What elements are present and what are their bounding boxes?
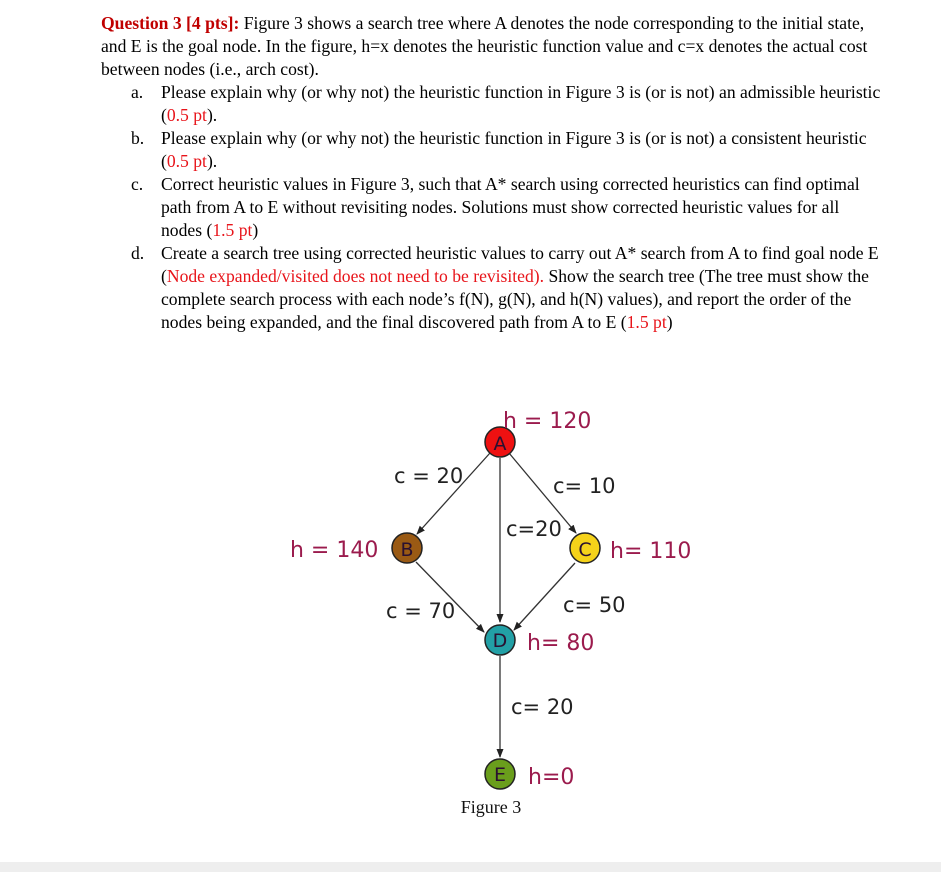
- question-title: Question 3 [4 pts]:: [101, 13, 240, 33]
- part-marker: b.: [131, 128, 145, 148]
- part-after: ): [252, 220, 259, 240]
- part-text: Please explain why (or why not) the heuristic function in Figure 3 is (or is not) a consistent heuristic (: [161, 128, 867, 171]
- part-points: 0.5 pt: [166, 151, 207, 171]
- part-marker: a.: [131, 82, 144, 102]
- part-after: ): [666, 312, 673, 332]
- figure-caption: Figure 3: [460, 797, 522, 817]
- heuristic-label-d: h= 80: [527, 631, 595, 656]
- part-after: ).: [206, 105, 218, 125]
- node-d: [485, 625, 515, 655]
- cost-label-b-d: c = 70: [386, 599, 456, 623]
- question-intro-text: Figure 3 shows a search tree where A denotes the node corresponding to the initial state, and E is the goal node. In the figure, h=x denotes the heuristic function value and c=x denotes the actual cost between nodes (i.e., arch cost).: [101, 13, 868, 79]
- bottom-scroll-strip: [0, 862, 941, 872]
- part-points: 0.5 pt: [166, 105, 207, 125]
- heuristic-label-c: h= 110: [610, 539, 692, 564]
- part-after: ).: [206, 151, 218, 171]
- node-e: [485, 759, 515, 789]
- cost-label-d-e: c= 20: [511, 695, 574, 719]
- node-c-label: C: [578, 539, 592, 561]
- part-points: 1.5 pt: [212, 220, 253, 240]
- node-b: [392, 533, 422, 563]
- part-text: Create a search tree using corrected heuristic values to carry out A* search from A to find goal node E (: [161, 243, 879, 286]
- cost-label-a-b: c = 20: [394, 464, 464, 488]
- part-text: Correct heuristic values in Figure 3, such that A* search using corrected heuristics can find optimal path from A to E without revisiting nodes. Solutions must show corrected heuristic values for all nodes (: [161, 174, 860, 240]
- node-c: [570, 533, 600, 563]
- cost-label-c-d: c= 50: [563, 593, 626, 617]
- part-text: Please explain why (or why not) the heuristic function in Figure 3 is (or is not) an admissible heuristic (: [161, 82, 881, 125]
- part-marker: c.: [131, 174, 144, 194]
- part-text-continued: Show the search tree (The tree must show the complete search process with each node’s f(N), g(N), and h(N) values), and report the order of the nodes being expanded, and the final discovered path from A to E (: [161, 266, 869, 332]
- cost-label-a-d: c=20: [506, 517, 562, 541]
- node-b-label: B: [400, 539, 414, 561]
- heuristic-label-b: h = 140: [290, 538, 379, 563]
- heuristic-label-a: h = 120: [503, 409, 592, 434]
- node-a-label: A: [493, 433, 507, 455]
- cost-label-a-c: c= 10: [553, 474, 616, 498]
- heuristic-label-e: h=0: [528, 765, 575, 790]
- part-points: 1.5 pt: [626, 312, 667, 332]
- part-marker: d.: [131, 243, 145, 263]
- node-e-label: E: [493, 764, 507, 786]
- node-d-label: D: [492, 630, 508, 652]
- part-note: Node expanded/visited does not need to be revisited).: [166, 266, 545, 286]
